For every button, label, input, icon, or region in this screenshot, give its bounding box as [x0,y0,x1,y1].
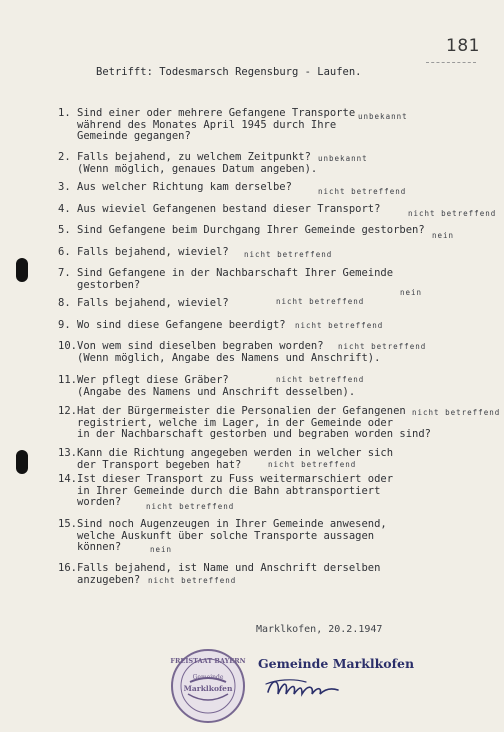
answer-2: unbekannt [318,154,368,163]
question-number: 6. [58,246,71,258]
question-number: 15. [58,518,77,530]
place-date: Marklkofen, 20.2.1947 [256,624,383,635]
answer-8: nicht betreffend [276,297,365,306]
question-number: 9. [58,319,71,331]
answer-10: nicht betreffend [338,342,427,351]
question-text: Wo sind diese Gefangene beerdigt? [77,319,286,331]
question-number: 11. [58,374,77,386]
round-stamp-graphic [170,648,246,724]
question-number: 12. [58,405,77,417]
question-number: 5. [58,224,71,236]
question-number: 13. [58,447,77,459]
signature [262,672,352,702]
answer-9: nicht betreffend [295,321,384,330]
official-round-stamp [170,648,246,724]
punch-hole-top [16,258,28,282]
question-text: Kann die Richtung angegeben werden in welcher sich der Transport begeben hat? [77,447,394,471]
answer-16: nicht betreffend [148,576,237,585]
question-text: Falls bejahend, ist Name und Anschrift derselben anzugeben? [77,562,381,586]
answer-3: nicht betreffend [318,187,407,196]
question-text: Aus welcher Richtung kam derselbe? [77,181,292,193]
question-text: Falls bejahend, zu welchem Zeitpunkt? (Wenn möglich, genaues Datum angeben). [77,151,318,175]
question-text: Sind Gefangene beim Durchgang Ihrer Gemeinde gestorben? [77,224,425,236]
question-number: 8. [58,297,71,309]
question-number: 14. [58,473,77,485]
question-text: Ist dieser Transport zu Fuss weitermarschiert oder in Ihrer Gemeinde durch die Bahn abtransportiert worden? [77,473,394,508]
answer-15: nein [150,545,173,554]
question-text: Wer pflegt diese Gräber? (Angabe des Namens und Anschrift desselben). [77,374,356,398]
answer-4: nicht betreffend [408,209,497,218]
question-text: Sind noch Augenzeugen in Ihrer Gemeinde anwesend, welche Auskunft über solche Transporte aussagen können? [77,518,387,553]
question-text: Falls bejahend, wieviel? [77,246,229,258]
question-number: 3. [58,181,71,193]
subject-line: Betrifft: Todesmarsch Regensburg - Laufen. [96,66,362,78]
svg-text:FREISTAAT BAYERN: FREISTAAT BAYERN [170,657,246,665]
question-text: Sind einer oder mehrere Gefangene Transporte während des Monates April 1945 durch Ihre Gemeinde gegangen? [77,107,356,142]
answer-12: nicht betreffend [412,408,501,417]
question-number: 16. [58,562,77,574]
question-number: 4. [58,203,71,215]
question-number: 2. [58,151,71,163]
question-text: Hat der Bürgermeister die Personalien der Gefangenen registriert, welche im Lager, in der Gemeinde oder in der Nachbarschaft gestorben und begraben worden sind? [77,405,432,440]
question-text: Von wem sind dieselben begraben worden? (Wenn möglich, Angabe des Namens und Anschrift). [77,340,381,364]
question-text: Aus wieviel Gefangenen bestand dieser Transport? [77,203,381,215]
municipality-stamp: Gemeinde Marklkofen [258,656,415,671]
answer-6: nicht betreffend [244,250,333,259]
punch-hole-bottom [16,450,28,474]
page-number: 181 [446,36,480,56]
question-text: Sind Gefangene in der Nachbarschaft Ihrer Gemeinde gestorben? [77,267,394,291]
question-text: Falls bejahend, wieviel? [77,297,229,309]
page-number-rule [426,62,476,63]
svg-text:Gemeinde: Gemeinde [192,674,224,681]
answer-1: unbekannt [358,112,408,121]
question-number: 7. [58,267,71,279]
answer-7: nein [400,288,423,297]
answer-13: nicht betreffend [268,460,357,469]
question-number: 1. [58,107,71,119]
svg-text:Marklkofen: Marklkofen [183,684,233,693]
answer-14: nicht betreffend [146,502,235,511]
question-number: 10. [58,340,77,352]
answer-11: nicht betreffend [276,375,365,384]
signature-graphic [262,672,352,702]
answer-5: nein [432,231,455,240]
